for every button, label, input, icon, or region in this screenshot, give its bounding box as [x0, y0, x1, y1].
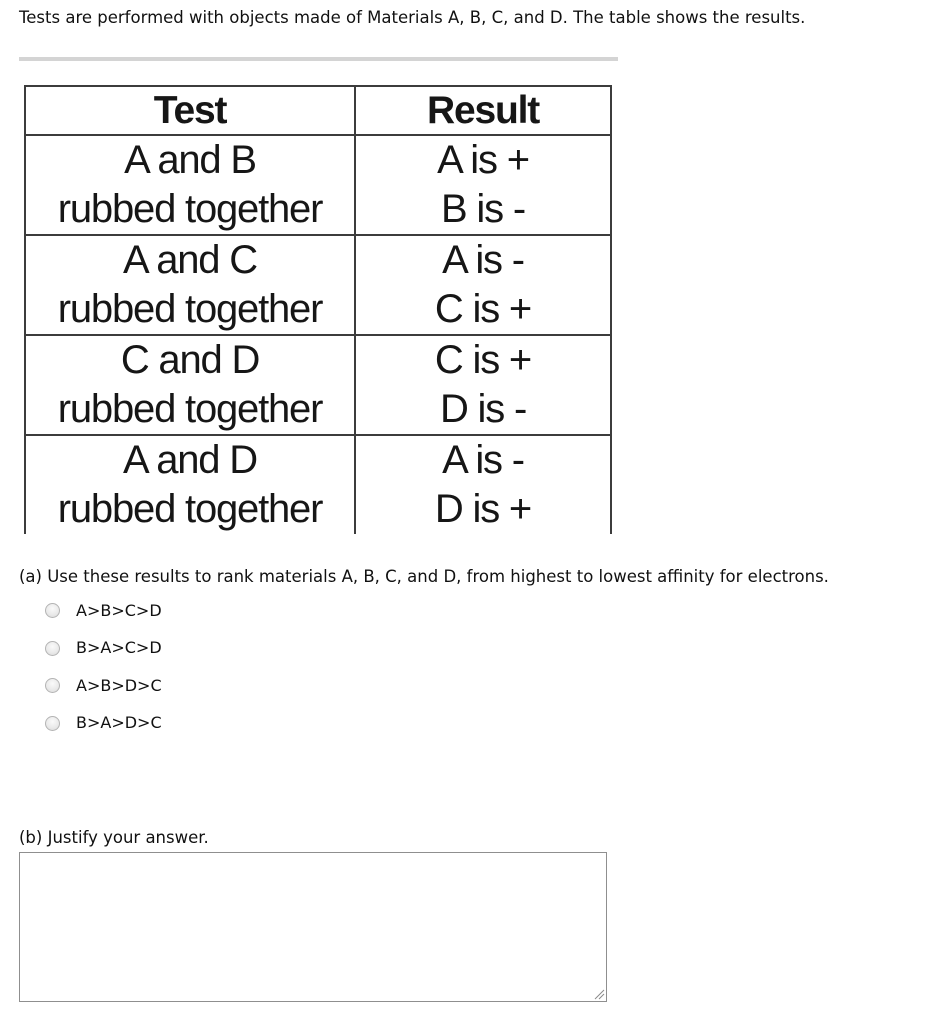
test-action: rubbed together	[57, 387, 323, 431]
test-cell	[25, 335, 355, 435]
table-row	[25, 335, 611, 435]
result-cell	[355, 435, 611, 534]
header-result: Result	[355, 86, 611, 135]
option-b-a-d-c[interactable]	[45, 705, 162, 743]
radio-button[interactable]	[45, 641, 60, 656]
option-label: B>A>D>C	[76, 713, 162, 733]
resize-handle-icon[interactable]	[593, 988, 605, 1000]
radio-button[interactable]	[45, 678, 60, 693]
test-materials: A and D	[123, 438, 257, 482]
results-table	[24, 85, 612, 534]
table-row	[25, 135, 611, 235]
result-first: A is -	[442, 238, 524, 282]
answer-options	[45, 592, 162, 742]
result-second: C is +	[434, 287, 532, 331]
result-second: B is -	[441, 187, 525, 231]
result-first: C is +	[434, 338, 532, 382]
radio-button[interactable]	[45, 603, 60, 618]
justification-textarea[interactable]	[19, 852, 607, 1002]
result-cell	[355, 235, 611, 335]
option-b-a-c-d[interactable]	[45, 630, 162, 668]
result-second: D is -	[439, 387, 527, 431]
table-row	[25, 235, 611, 335]
test-action: rubbed together	[57, 287, 323, 331]
result-first: A is +	[437, 138, 529, 182]
option-a-b-c-d[interactable]	[45, 592, 162, 630]
result-second: D is +	[434, 487, 532, 531]
radio-button[interactable]	[45, 716, 60, 731]
test-materials: C and D	[120, 338, 260, 382]
question-b-prompt: (b) Justify your answer.	[19, 828, 209, 847]
intro-text: Tests are performed with objects made of Materials A, B, C, and D. The table shows the results.	[19, 8, 806, 27]
option-label: A>B>D>C	[76, 675, 162, 695]
test-cell	[25, 135, 355, 235]
test-cell	[25, 235, 355, 335]
test-materials: A and B	[124, 138, 256, 182]
option-a-b-d-c[interactable]	[45, 667, 162, 705]
table-header-row	[25, 86, 611, 135]
header-test: Test	[25, 86, 355, 135]
test-materials: A and C	[123, 238, 257, 282]
table-row	[25, 435, 611, 534]
test-cell	[25, 435, 355, 534]
option-label: B>A>C>D	[76, 638, 162, 658]
test-action: rubbed together	[57, 487, 323, 531]
question-a-prompt: (a) Use these results to rank materials A, B, C, and D, from highest to lowest affinity for electrons.	[19, 567, 829, 586]
test-action: rubbed together	[57, 187, 323, 231]
result-cell	[355, 335, 611, 435]
result-cell	[355, 135, 611, 235]
result-first: A is -	[442, 438, 524, 482]
divider	[19, 57, 618, 61]
option-label: A>B>C>D	[76, 600, 162, 620]
